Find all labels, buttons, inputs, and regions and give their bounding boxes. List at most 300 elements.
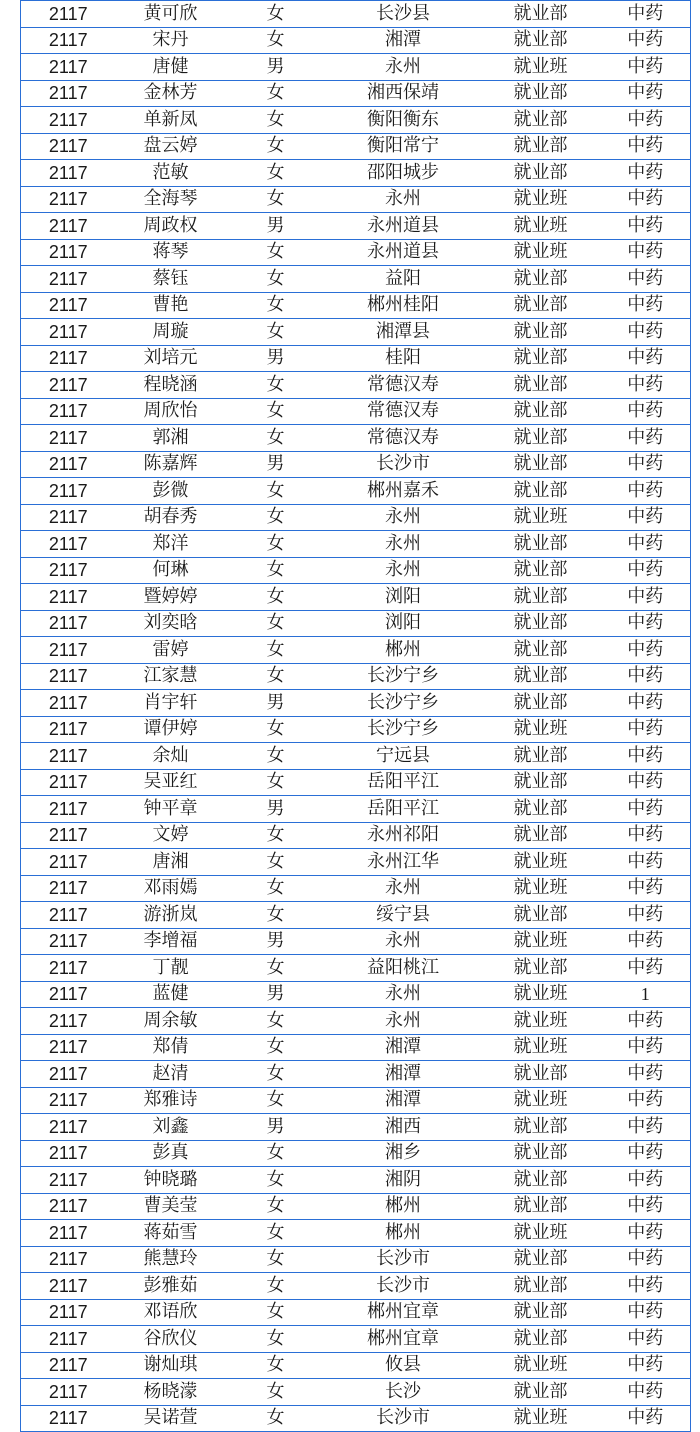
cell-type: 就业班 <box>481 849 601 876</box>
cell-gender: 女 <box>226 1140 326 1167</box>
cell-name: 余灿 <box>116 743 226 770</box>
cell-name: 黄可欣 <box>116 1 226 28</box>
cell-place: 岳阳平江 <box>326 796 481 823</box>
table-row <box>21 663 691 690</box>
cell-type: 就业部 <box>481 557 601 584</box>
cell-name: 周政权 <box>116 213 226 240</box>
cell-name: 郭湘 <box>116 425 226 452</box>
cell-gender: 女 <box>226 1273 326 1300</box>
cell-major: 中药 <box>601 743 691 770</box>
cell-major: 中药 <box>601 1246 691 1273</box>
table-row <box>21 186 691 213</box>
table-row <box>21 1114 691 1141</box>
cell-id: 2117 <box>21 266 116 293</box>
cell-place: 郴州 <box>326 1220 481 1247</box>
cell-name: 盘云婷 <box>116 133 226 160</box>
cell-type: 就业部 <box>481 584 601 611</box>
cell-major: 中药 <box>601 1114 691 1141</box>
cell-place: 长沙市 <box>326 1273 481 1300</box>
cell-id: 2117 <box>21 610 116 637</box>
cell-name: 肖宇轩 <box>116 690 226 717</box>
cell-id: 2117 <box>21 107 116 134</box>
cell-major: 中药 <box>601 54 691 81</box>
cell-type: 就业部 <box>481 663 601 690</box>
cell-id: 2117 <box>21 822 116 849</box>
cell-place: 宁远县 <box>326 743 481 770</box>
cell-id: 2117 <box>21 80 116 107</box>
cell-gender: 女 <box>226 1352 326 1379</box>
cell-name: 蔡钰 <box>116 266 226 293</box>
table-row <box>21 504 691 531</box>
cell-place: 湘潭 <box>326 1061 481 1088</box>
cell-type: 就业部 <box>481 266 601 293</box>
cell-gender: 女 <box>226 1167 326 1194</box>
cell-name: 刘奕晗 <box>116 610 226 637</box>
table-row <box>21 531 691 558</box>
cell-major: 中药 <box>601 1061 691 1088</box>
table-row <box>21 398 691 425</box>
cell-id: 2117 <box>21 319 116 346</box>
cell-id: 2117 <box>21 1352 116 1379</box>
cell-type: 就业部 <box>481 822 601 849</box>
cell-name: 胡春秀 <box>116 504 226 531</box>
cell-place: 永州 <box>326 875 481 902</box>
cell-place: 长沙宁乡 <box>326 663 481 690</box>
cell-id: 2117 <box>21 160 116 187</box>
cell-type: 就业部 <box>481 743 601 770</box>
cell-gender: 女 <box>226 610 326 637</box>
cell-name: 邓语欣 <box>116 1299 226 1326</box>
cell-type: 就业班 <box>481 1405 601 1432</box>
cell-name: 蒋茹雪 <box>116 1220 226 1247</box>
cell-name: 邓雨嫣 <box>116 875 226 902</box>
cell-gender: 女 <box>226 266 326 293</box>
cell-id: 2117 <box>21 849 116 876</box>
student-table <box>20 0 691 1432</box>
cell-name: 杨晓濛 <box>116 1379 226 1406</box>
cell-name: 单新凤 <box>116 107 226 134</box>
cell-name: 李增福 <box>116 928 226 955</box>
cell-type: 就业部 <box>481 398 601 425</box>
table-row <box>21 1061 691 1088</box>
cell-id: 2117 <box>21 1220 116 1247</box>
cell-place: 湘潭 <box>326 27 481 54</box>
cell-place: 郴州桂阳 <box>326 292 481 319</box>
cell-type: 就业部 <box>481 27 601 54</box>
cell-name: 彭真 <box>116 1140 226 1167</box>
cell-place: 永州 <box>326 1008 481 1035</box>
table-row <box>21 981 691 1008</box>
cell-major: 中药 <box>601 398 691 425</box>
cell-id: 2117 <box>21 928 116 955</box>
cell-id: 2117 <box>21 716 116 743</box>
table-row <box>21 1220 691 1247</box>
cell-gender: 男 <box>226 213 326 240</box>
cell-id: 2117 <box>21 584 116 611</box>
cell-type: 就业班 <box>481 1220 601 1247</box>
cell-id: 2117 <box>21 372 116 399</box>
cell-type: 就业班 <box>481 1008 601 1035</box>
cell-gender: 女 <box>226 319 326 346</box>
cell-major: 中药 <box>601 610 691 637</box>
cell-place: 浏阳 <box>326 584 481 611</box>
cell-gender: 女 <box>226 1034 326 1061</box>
table-row <box>21 1034 691 1061</box>
cell-major: 中药 <box>601 769 691 796</box>
table-row <box>21 345 691 372</box>
cell-major: 中药 <box>601 928 691 955</box>
cell-gender: 男 <box>226 1114 326 1141</box>
cell-gender: 女 <box>226 292 326 319</box>
cell-id: 2117 <box>21 981 116 1008</box>
cell-major: 中药 <box>601 1193 691 1220</box>
cell-gender: 女 <box>226 1379 326 1406</box>
cell-gender: 女 <box>226 1299 326 1326</box>
cell-place: 湘阴 <box>326 1167 481 1194</box>
cell-major: 中药 <box>601 955 691 982</box>
cell-id: 2117 <box>21 186 116 213</box>
cell-place: 长沙宁乡 <box>326 716 481 743</box>
cell-major: 中药 <box>601 160 691 187</box>
cell-name: 蒋琴 <box>116 239 226 266</box>
cell-major: 中药 <box>601 1087 691 1114</box>
cell-id: 2117 <box>21 1246 116 1273</box>
cell-gender: 女 <box>226 1087 326 1114</box>
cell-gender: 男 <box>226 981 326 1008</box>
table-row <box>21 1246 691 1273</box>
table-row <box>21 478 691 505</box>
cell-name: 雷婷 <box>116 637 226 664</box>
cell-gender: 女 <box>226 504 326 531</box>
cell-place: 益阳桃江 <box>326 955 481 982</box>
table-row <box>21 1008 691 1035</box>
cell-type: 就业部 <box>481 690 601 717</box>
cell-major: 中药 <box>601 822 691 849</box>
cell-major: 中药 <box>601 557 691 584</box>
table-row <box>21 716 691 743</box>
cell-name: 钟晓璐 <box>116 1167 226 1194</box>
cell-place: 郴州宜章 <box>326 1326 481 1353</box>
table-row <box>21 928 691 955</box>
cell-type: 就业班 <box>481 981 601 1008</box>
cell-place: 邵阳城步 <box>326 160 481 187</box>
table-row <box>21 955 691 982</box>
cell-type: 就业部 <box>481 1061 601 1088</box>
cell-id: 2117 <box>21 557 116 584</box>
cell-gender: 女 <box>226 716 326 743</box>
cell-major: 中药 <box>601 80 691 107</box>
cell-type: 就业部 <box>481 531 601 558</box>
cell-major: 中药 <box>601 133 691 160</box>
table-row <box>21 1167 691 1194</box>
cell-major: 中药 <box>601 1167 691 1194</box>
cell-type: 就业部 <box>481 1114 601 1141</box>
cell-major: 中药 <box>601 1140 691 1167</box>
cell-place: 益阳 <box>326 266 481 293</box>
cell-gender: 女 <box>226 637 326 664</box>
cell-name: 陈嘉辉 <box>116 451 226 478</box>
cell-id: 2117 <box>21 1273 116 1300</box>
table-row <box>21 796 691 823</box>
cell-id: 2117 <box>21 478 116 505</box>
cell-type: 就业部 <box>481 769 601 796</box>
cell-major: 中药 <box>601 425 691 452</box>
cell-major: 中药 <box>601 186 691 213</box>
cell-name: 金林芳 <box>116 80 226 107</box>
cell-place: 永州 <box>326 186 481 213</box>
table-row <box>21 213 691 240</box>
cell-major: 中药 <box>601 239 691 266</box>
cell-gender: 女 <box>226 955 326 982</box>
cell-type: 就业部 <box>481 425 601 452</box>
cell-gender: 女 <box>226 743 326 770</box>
cell-major: 中药 <box>601 531 691 558</box>
table-row <box>21 107 691 134</box>
cell-type: 就业班 <box>481 186 601 213</box>
cell-type: 就业班 <box>481 54 601 81</box>
cell-gender: 男 <box>226 54 326 81</box>
cell-gender: 女 <box>226 1 326 28</box>
cell-type: 就业班 <box>481 1087 601 1114</box>
table-row <box>21 1 691 28</box>
cell-gender: 男 <box>226 690 326 717</box>
cell-name: 郑倩 <box>116 1034 226 1061</box>
table-row <box>21 133 691 160</box>
cell-place: 绥宁县 <box>326 902 481 929</box>
cell-place: 湘西保靖 <box>326 80 481 107</box>
cell-type: 就业部 <box>481 478 601 505</box>
cell-name: 唐健 <box>116 54 226 81</box>
cell-major: 中药 <box>601 902 691 929</box>
cell-type: 就业部 <box>481 637 601 664</box>
table-row <box>21 160 691 187</box>
cell-major: 中药 <box>601 1299 691 1326</box>
cell-type: 就业部 <box>481 902 601 929</box>
cell-type: 就业部 <box>481 1379 601 1406</box>
cell-gender: 女 <box>226 478 326 505</box>
cell-major: 中药 <box>601 266 691 293</box>
cell-id: 2117 <box>21 796 116 823</box>
table-row <box>21 610 691 637</box>
cell-type: 就业部 <box>481 345 601 372</box>
cell-name: 曹艳 <box>116 292 226 319</box>
cell-id: 2117 <box>21 690 116 717</box>
cell-place: 湘潭 <box>326 1034 481 1061</box>
table-row <box>21 54 691 81</box>
cell-type: 就业部 <box>481 796 601 823</box>
cell-gender: 女 <box>226 398 326 425</box>
cell-type: 就业部 <box>481 1167 601 1194</box>
cell-gender: 女 <box>226 133 326 160</box>
cell-id: 2117 <box>21 451 116 478</box>
cell-id: 2117 <box>21 398 116 425</box>
cell-major: 中药 <box>601 372 691 399</box>
cell-major: 中药 <box>601 1008 691 1035</box>
cell-name: 曹美莹 <box>116 1193 226 1220</box>
cell-name: 暨婷婷 <box>116 584 226 611</box>
cell-id: 2117 <box>21 1114 116 1141</box>
cell-id: 2117 <box>21 875 116 902</box>
cell-place: 永州道县 <box>326 239 481 266</box>
cell-major: 中药 <box>601 584 691 611</box>
cell-name: 郑雅诗 <box>116 1087 226 1114</box>
cell-major: 中药 <box>601 716 691 743</box>
table-row <box>21 769 691 796</box>
cell-name: 谢灿琪 <box>116 1352 226 1379</box>
cell-id: 2117 <box>21 1140 116 1167</box>
cell-place: 衡阳常宁 <box>326 133 481 160</box>
cell-name: 郑洋 <box>116 531 226 558</box>
cell-major: 中药 <box>601 292 691 319</box>
cell-major: 中药 <box>601 451 691 478</box>
cell-major: 中药 <box>601 504 691 531</box>
cell-type: 就业班 <box>481 875 601 902</box>
cell-gender: 女 <box>226 663 326 690</box>
cell-name: 全海琴 <box>116 186 226 213</box>
cell-type: 就业班 <box>481 716 601 743</box>
cell-major: 中药 <box>601 1326 691 1353</box>
cell-place: 湘乡 <box>326 1140 481 1167</box>
cell-place: 长沙宁乡 <box>326 690 481 717</box>
cell-major: 中药 <box>601 478 691 505</box>
cell-place: 永州 <box>326 981 481 1008</box>
cell-major: 中药 <box>601 319 691 346</box>
table-row <box>21 292 691 319</box>
cell-place: 衡阳衡东 <box>326 107 481 134</box>
cell-gender: 女 <box>226 1405 326 1432</box>
cell-place: 浏阳 <box>326 610 481 637</box>
cell-major: 中药 <box>601 107 691 134</box>
table-row <box>21 557 691 584</box>
cell-name: 蓝健 <box>116 981 226 1008</box>
cell-id: 2117 <box>21 902 116 929</box>
cell-gender: 女 <box>226 1326 326 1353</box>
cell-place: 常德汉寿 <box>326 425 481 452</box>
cell-place: 湘潭 <box>326 1087 481 1114</box>
cell-place: 常德汉寿 <box>326 398 481 425</box>
cell-name: 宋丹 <box>116 27 226 54</box>
cell-place: 永州江华 <box>326 849 481 876</box>
cell-gender: 女 <box>226 239 326 266</box>
cell-name: 周余敏 <box>116 1008 226 1035</box>
cell-place: 湘西 <box>326 1114 481 1141</box>
cell-type: 就业部 <box>481 1246 601 1273</box>
cell-id: 2117 <box>21 1008 116 1035</box>
cell-gender: 女 <box>226 849 326 876</box>
cell-place: 永州 <box>326 531 481 558</box>
cell-gender: 男 <box>226 451 326 478</box>
cell-id: 2117 <box>21 27 116 54</box>
cell-gender: 女 <box>226 769 326 796</box>
cell-name: 吴诺萱 <box>116 1405 226 1432</box>
cell-place: 长沙市 <box>326 1405 481 1432</box>
cell-place: 桂阳 <box>326 345 481 372</box>
cell-place: 永州 <box>326 54 481 81</box>
cell-place: 永州 <box>326 504 481 531</box>
cell-name: 范敏 <box>116 160 226 187</box>
table-row <box>21 584 691 611</box>
cell-major: 中药 <box>601 1 691 28</box>
cell-id: 2117 <box>21 133 116 160</box>
cell-major: 中药 <box>601 1379 691 1406</box>
table-row <box>21 372 691 399</box>
cell-major: 中药 <box>601 1405 691 1432</box>
cell-type: 就业班 <box>481 928 601 955</box>
cell-id: 2117 <box>21 239 116 266</box>
cell-id: 2117 <box>21 1379 116 1406</box>
cell-gender: 女 <box>226 1246 326 1273</box>
cell-id: 2117 <box>21 1326 116 1353</box>
table-row <box>21 266 691 293</box>
cell-gender: 女 <box>226 584 326 611</box>
cell-name: 谷欣仪 <box>116 1326 226 1353</box>
cell-id: 2117 <box>21 955 116 982</box>
cell-type: 就业班 <box>481 213 601 240</box>
cell-type: 就业班 <box>481 1352 601 1379</box>
table-row <box>21 1405 691 1432</box>
table-row <box>21 849 691 876</box>
cell-name: 谭伊婷 <box>116 716 226 743</box>
cell-name: 刘鑫 <box>116 1114 226 1141</box>
cell-type: 就业部 <box>481 1273 601 1300</box>
cell-type: 就业部 <box>481 955 601 982</box>
table-row <box>21 425 691 452</box>
cell-type: 就业部 <box>481 372 601 399</box>
cell-place: 岳阳平江 <box>326 769 481 796</box>
cell-place: 郴州宜章 <box>326 1299 481 1326</box>
table-row <box>21 80 691 107</box>
cell-gender: 女 <box>226 902 326 929</box>
cell-type: 就业部 <box>481 1 601 28</box>
cell-id: 2117 <box>21 769 116 796</box>
cell-id: 2117 <box>21 1405 116 1432</box>
cell-type: 就业部 <box>481 80 601 107</box>
cell-name: 刘培元 <box>116 345 226 372</box>
cell-type: 就业班 <box>481 239 601 266</box>
cell-type: 就业班 <box>481 1034 601 1061</box>
table-row <box>21 1140 691 1167</box>
cell-gender: 女 <box>226 160 326 187</box>
table-row <box>21 239 691 266</box>
cell-id: 2117 <box>21 504 116 531</box>
cell-place: 长沙县 <box>326 1 481 28</box>
cell-name: 彭微 <box>116 478 226 505</box>
cell-major: 中药 <box>601 663 691 690</box>
cell-id: 2117 <box>21 425 116 452</box>
cell-name: 钟平章 <box>116 796 226 823</box>
cell-type: 就业部 <box>481 1140 601 1167</box>
cell-type: 就业部 <box>481 160 601 187</box>
cell-gender: 女 <box>226 80 326 107</box>
table-row <box>21 319 691 346</box>
table-row <box>21 27 691 54</box>
cell-place: 长沙市 <box>326 1246 481 1273</box>
cell-name: 程晓涵 <box>116 372 226 399</box>
table-row <box>21 1087 691 1114</box>
cell-place: 郴州嘉禾 <box>326 478 481 505</box>
cell-id: 2117 <box>21 1034 116 1061</box>
cell-id: 2117 <box>21 213 116 240</box>
cell-gender: 女 <box>226 1061 326 1088</box>
cell-major: 1 <box>601 981 691 1008</box>
cell-place: 攸县 <box>326 1352 481 1379</box>
cell-name: 彭雅茹 <box>116 1273 226 1300</box>
cell-id: 2117 <box>21 345 116 372</box>
cell-place: 永州祁阳 <box>326 822 481 849</box>
table-row <box>21 1379 691 1406</box>
cell-major: 中药 <box>601 690 691 717</box>
table-row <box>21 875 691 902</box>
